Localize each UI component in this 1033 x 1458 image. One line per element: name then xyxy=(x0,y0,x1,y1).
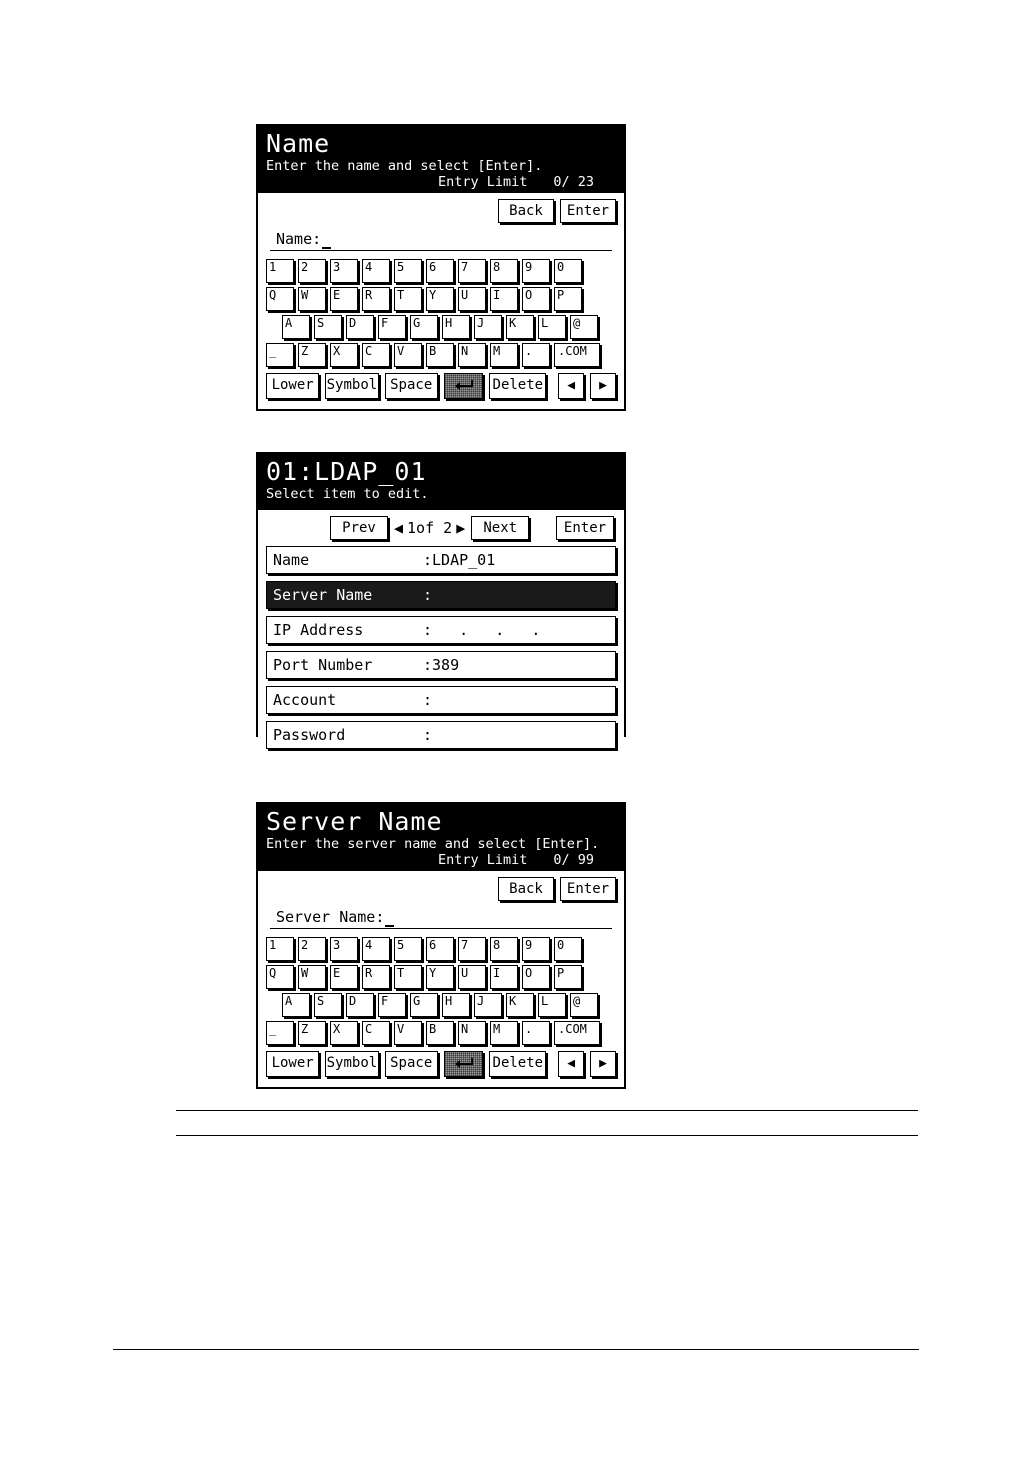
cursor-right-icon[interactable]: ▶ xyxy=(590,1051,616,1077)
key-r[interactable]: R xyxy=(362,965,390,989)
entry-limit-value: 0/ 99 xyxy=(553,852,594,868)
key-k[interactable]: K xyxy=(506,993,534,1017)
key-u[interactable]: U xyxy=(458,965,486,989)
page-left-arrow-icon[interactable]: ◀ xyxy=(394,519,404,537)
key-period[interactable]: . xyxy=(522,343,550,367)
key-o[interactable]: O xyxy=(522,965,550,989)
keyboard-row-zxcv xyxy=(266,1021,616,1045)
symbol-button[interactable]: Symbol xyxy=(325,373,378,399)
key-l[interactable]: L xyxy=(538,315,566,339)
key-j[interactable]: J xyxy=(474,993,502,1017)
key-g[interactable]: G xyxy=(410,315,438,339)
list-item-label: Server Name xyxy=(273,586,373,604)
key-t[interactable]: T xyxy=(394,287,422,311)
symbol-button[interactable]: Symbol xyxy=(325,1051,378,1077)
instruction-text: Select item to edit. xyxy=(266,486,429,502)
key-x[interactable]: X xyxy=(330,343,358,367)
list-item[interactable] xyxy=(266,616,616,644)
key-6[interactable]: 6 xyxy=(426,937,454,961)
key-s[interactable]: S xyxy=(314,993,342,1017)
keyboard-row-numbers xyxy=(266,259,616,283)
list-item[interactable] xyxy=(266,581,616,609)
name-entry-toolbar xyxy=(266,199,616,223)
server-name-input-label: Server Name: xyxy=(276,908,385,926)
prev-button[interactable]: Prev xyxy=(330,516,388,540)
key-n[interactable]: N xyxy=(458,1021,486,1045)
key-a[interactable]: A xyxy=(282,315,310,339)
name-input[interactable] xyxy=(270,227,612,251)
keyboard-function-row xyxy=(266,373,616,399)
page-title: Name xyxy=(266,129,331,158)
text-caret xyxy=(322,234,331,249)
key-v[interactable]: V xyxy=(394,1021,422,1045)
key-j[interactable]: J xyxy=(474,315,502,339)
ldap-list-body xyxy=(258,510,624,757)
key-n[interactable]: N xyxy=(458,343,486,367)
return-key-icon[interactable] xyxy=(444,1051,484,1077)
entry-limit-row xyxy=(266,174,616,190)
cursor-left-icon[interactable]: ◀ xyxy=(558,1051,584,1077)
key-1[interactable]: 1 xyxy=(266,259,294,283)
key-z[interactable]: Z xyxy=(298,343,326,367)
keyboard-row-qwerty xyxy=(266,287,616,311)
key-0[interactable]: 0 xyxy=(554,259,582,283)
list-item-label: IP Address xyxy=(273,621,364,639)
key-c[interactable]: C xyxy=(362,1021,390,1045)
server-name-entry-toolbar xyxy=(266,877,616,901)
key-a[interactable]: A xyxy=(282,993,310,1017)
enter-button[interactable]: Enter xyxy=(556,516,614,540)
cursor-right-icon[interactable]: ▶ xyxy=(590,373,616,399)
key-underscore[interactable]: _ xyxy=(266,1021,294,1045)
list-item-label: Port Number xyxy=(273,656,373,674)
key-u[interactable]: U xyxy=(458,287,486,311)
entry-limit-row xyxy=(266,852,616,868)
key-4[interactable]: 4 xyxy=(362,259,390,283)
key-w[interactable]: W xyxy=(298,965,326,989)
key-f[interactable]: F xyxy=(378,993,406,1017)
server-name-entry-body xyxy=(258,871,624,1085)
page-title: Server Name xyxy=(266,807,443,836)
key-s[interactable]: S xyxy=(314,315,342,339)
list-item-label: Name xyxy=(273,551,310,569)
enter-button[interactable]: Enter xyxy=(560,199,616,223)
key-8[interactable]: 8 xyxy=(490,937,518,961)
key-g[interactable]: G xyxy=(410,993,438,1017)
server-name-entry-header xyxy=(258,804,624,871)
key-m[interactable]: M xyxy=(490,1021,518,1045)
instruction-text: Enter the server name and select [Enter]. xyxy=(266,836,600,852)
key-y[interactable]: Y xyxy=(426,287,454,311)
key-f[interactable]: F xyxy=(378,315,406,339)
key-7[interactable]: 7 xyxy=(458,259,486,283)
key-2[interactable]: 2 xyxy=(298,259,326,283)
key-z[interactable]: Z xyxy=(298,1021,326,1045)
key-p[interactable]: P xyxy=(554,287,582,311)
key-3[interactable]: 3 xyxy=(330,259,358,283)
list-item-value: : xyxy=(423,726,433,744)
space-button[interactable]: Space xyxy=(385,373,438,399)
back-button[interactable]: Back xyxy=(498,877,554,901)
key-b[interactable]: B xyxy=(426,1021,454,1045)
back-button[interactable]: Back xyxy=(498,199,554,223)
entry-limit-label: Entry Limit xyxy=(437,174,528,190)
page-title: 01:LDAP_01 xyxy=(266,457,427,486)
key-c[interactable]: C xyxy=(362,343,390,367)
text-caret xyxy=(385,912,394,927)
key-q[interactable]: Q xyxy=(266,965,294,989)
lower-button[interactable]: Lower xyxy=(266,373,319,399)
keyboard-row-qwerty xyxy=(266,965,616,989)
key-q[interactable]: Q xyxy=(266,287,294,311)
delete-button[interactable]: Delete xyxy=(489,1051,546,1077)
key-h[interactable]: H xyxy=(442,993,470,1017)
list-item-value: :389 xyxy=(423,656,460,674)
server-name-input[interactable] xyxy=(270,905,612,929)
key-p[interactable]: P xyxy=(554,965,582,989)
key-w[interactable]: W xyxy=(298,287,326,311)
name-entry-panel xyxy=(256,124,626,411)
list-item-value: : . . . xyxy=(423,621,541,639)
page-right-arrow-icon[interactable]: ▶ xyxy=(456,519,466,537)
key-5[interactable]: 5 xyxy=(394,259,422,283)
enter-button[interactable]: Enter xyxy=(560,877,616,901)
key-at[interactable]: @ xyxy=(570,315,598,339)
key-5[interactable]: 5 xyxy=(394,937,422,961)
return-key-icon[interactable] xyxy=(444,373,484,399)
keyboard-row-asdf xyxy=(266,993,616,1017)
ldap-list-header xyxy=(258,454,624,510)
key-dot-com[interactable]: .COM xyxy=(554,343,600,367)
space-button[interactable]: Space xyxy=(385,1051,438,1077)
name-entry-header xyxy=(258,126,624,193)
key-h[interactable]: H xyxy=(442,315,470,339)
list-item-value: : xyxy=(423,691,433,709)
key-v[interactable]: V xyxy=(394,343,422,367)
key-d[interactable]: D xyxy=(346,315,374,339)
list-item-label: Password xyxy=(273,726,346,744)
keyboard-row-asdf xyxy=(266,315,616,339)
entry-limit-label: Entry Limit xyxy=(437,852,528,868)
divider-footer xyxy=(113,1349,919,1350)
entry-limit-value: 0/ 23 xyxy=(553,174,594,190)
list-item-value: : xyxy=(423,586,433,604)
key-1[interactable]: 1 xyxy=(266,937,294,961)
key-at[interactable]: @ xyxy=(570,993,598,1017)
next-button[interactable]: Next xyxy=(471,516,529,540)
key-i[interactable]: I xyxy=(490,287,518,311)
ldap-list-toolbar xyxy=(266,516,616,540)
key-x[interactable]: X xyxy=(330,1021,358,1045)
list-item[interactable] xyxy=(266,721,616,749)
key-b[interactable]: B xyxy=(426,343,454,367)
instruction-text: Enter the name and select [Enter]. xyxy=(266,158,543,174)
divider-middle xyxy=(176,1135,918,1136)
key-dot-com[interactable]: .COM xyxy=(554,1021,600,1045)
list-item[interactable] xyxy=(266,546,616,574)
server-name-entry-panel xyxy=(256,802,626,1089)
key-underscore[interactable]: _ xyxy=(266,343,294,367)
divider-top xyxy=(176,1110,918,1111)
key-y[interactable]: Y xyxy=(426,965,454,989)
key-0[interactable]: 0 xyxy=(554,937,582,961)
keyboard-function-row xyxy=(266,1051,616,1077)
name-input-label: Name: xyxy=(276,230,322,248)
list-item[interactable] xyxy=(266,686,616,714)
delete-button[interactable]: Delete xyxy=(489,373,546,399)
key-o[interactable]: O xyxy=(522,287,550,311)
key-2[interactable]: 2 xyxy=(298,937,326,961)
key-i[interactable]: I xyxy=(490,965,518,989)
keyboard-row-zxcv xyxy=(266,343,616,367)
key-l[interactable]: L xyxy=(538,993,566,1017)
key-8[interactable]: 8 xyxy=(490,259,518,283)
key-7[interactable]: 7 xyxy=(458,937,486,961)
ldap-item-list-panel xyxy=(256,452,626,744)
key-9[interactable]: 9 xyxy=(522,259,550,283)
cursor-left-icon[interactable]: ◀ xyxy=(558,373,584,399)
key-e[interactable]: E xyxy=(330,287,358,311)
page-indicator xyxy=(394,518,465,538)
key-m[interactable]: M xyxy=(490,343,518,367)
keyboard-row-numbers xyxy=(266,937,616,961)
key-4[interactable]: 4 xyxy=(362,937,390,961)
list-item-label: Account xyxy=(273,691,337,709)
key-6[interactable]: 6 xyxy=(426,259,454,283)
name-entry-body xyxy=(258,193,624,407)
list-item-value: :LDAP_01 xyxy=(423,551,496,569)
key-t[interactable]: T xyxy=(394,965,422,989)
key-9[interactable]: 9 xyxy=(522,937,550,961)
key-e[interactable]: E xyxy=(330,965,358,989)
page-text: 1of 2 xyxy=(407,519,453,537)
key-3[interactable]: 3 xyxy=(330,937,358,961)
key-r[interactable]: R xyxy=(362,287,390,311)
lower-button[interactable]: Lower xyxy=(266,1051,319,1077)
key-period[interactable]: . xyxy=(522,1021,550,1045)
list-item[interactable] xyxy=(266,651,616,679)
key-k[interactable]: K xyxy=(506,315,534,339)
key-d[interactable]: D xyxy=(346,993,374,1017)
